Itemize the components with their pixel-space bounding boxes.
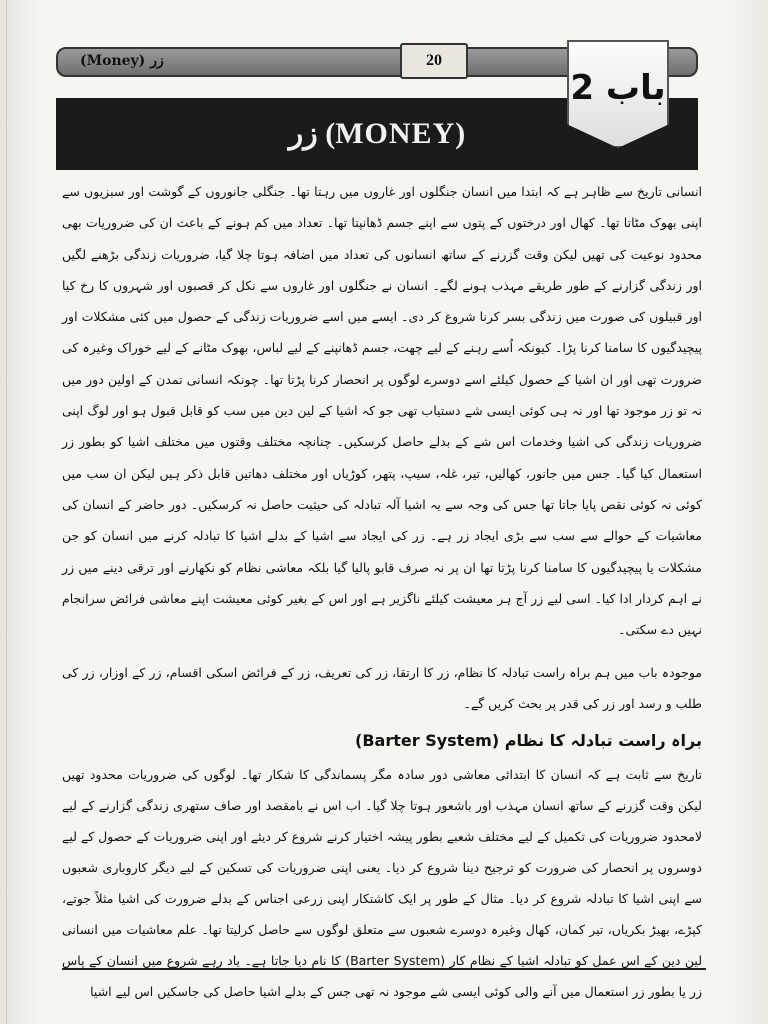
chapter-tab-label: باب 2 xyxy=(570,68,666,108)
section-heading-barter-system: براہ راست تبادلہ کا نظام (Barter System) xyxy=(355,731,702,751)
scan-edge-line xyxy=(6,0,7,1024)
chapter-body xyxy=(62,176,702,1007)
chapter-title: زر (MONEY) xyxy=(288,117,466,150)
paragraph-intro: انسانی تاریخ سے ظاہر ہے کہ ابتدا میں انسان جنگلوں اور غاروں میں رہتا تھا۔ جنگلی جانوروں کے گوشت اور سبزیوں سے اپنی بھوک مٹاتا تھا۔ کھال اور درختوں کے پتوں سے اپنے جسم ڈھانپتا تھا۔ تعداد میں کم ہونے کے باعث ان کی ضروریات بھی محدود نوعیت کی تھیں لیکن وقت گزرنے کے ساتھ انسانوں کی تعداد میں اضافہ ہوتا چلا گیا، ضروریات زندگی بڑھنے لگیں اور زندگی گزارنے کے طور طریقے مہذب ہونے لگے۔ انسان نے جنگلوں اور غاروں سے نکل کر قصبوں اور شہروں کا رخ کیا اور قبیلوں کی صورت میں زندگی بسر کرنا شروع کر دی۔ ایسے میں اسے ضروریات زندگی کے حصول میں کئی مشکلات اور پیچیدگیوں کا سامنا کرنا پڑا۔ کیونکہ اُسے رہنے کے لیے چھت، جسم ڈھانپنے کے لیے لباس، بھوک مٹانے کے لیے خوراک وغیرہ کی ضرورت تھی اور ان اشیا کے حصول کیلئے اسے دوسرے لوگوں پر انحصار کرنا پڑتا تھا۔ چونکہ انسانی تمدن کے اولین دور میں نہ تو زر موجود تھا اور نہ ہی کوئی ایسی شے دستیاب تھی جو کہ اشیا کے لین دین میں سب کو قابل قبول ہو اور لوگ اپنی ضروریات زندگی کی اشیا وخدمات اس شے کے بدلے حاصل کرسکیں۔ چنانچہ مختلف وقتوں میں مختلف اشیا کو بطور زر استعمال کیا گیا۔ جس میں جانور، کھالیں، تیر، غلہ، سیپ، پتھر، کوڑیاں اور مختلف دھاتیں قابل ذکر ہیں لیکن ان سب میں کوئی نہ کوئی نقص پایا جاتا تھا جس کی وجہ سے یہ اشیا آلہ تبادلہ کی حیثیت حاصل نہ کرسکیں۔ دور حاضر کے انسان کی معاشیات کے حوالے سے سب سے بڑی ایجاد زر ہے۔ زر کی ایجاد سے اشیا کے بدلے اشیا کا تبادلہ کرنے میں انسان کو جن مشکلات یا پیچیدگیوں کا سامنا کرنا پڑتا تھا ان پر نہ صرف قابو پالیا گیا بلکہ معاشی نظام کو نکھارنے اور ترقی دینے میں زر نے اہم کردار ادا کیا۔ اسی لیے زر آج ہر معیشت کیلئے ناگزیر ہے اور اس کے بغیر کوئی معیشت اپنے معاشی فرائض سرانجام نہیں دے سکتی۔ xyxy=(62,184,702,638)
paragraph-barter-system: تاریخ سے ثابت ہے کہ انسان کا ابتدائی معاشی دور سادہ مگر پسماندگی کا شکار تھا۔ لوگوں کی ضروریات محدود تھیں لیکن وقت گزرنے کے ساتھ انسان مہذب اور باشعور ہوتا چلا گیا۔ اب اس نے بامقصد اور صاف ستھری زندگی گزارنے کے لیے لامحدود ضروریات کی تکمیل کے لیے مختلف شعبے بطور پیشہ اختیار کرنے شروع کر دیئے اور اپنی ضروریات کے حصول کے لیے دوسروں پر انحصار کی ضرورت کو ترجیح دینا شروع کر دیا۔ یعنی اپنی ضروریات کی تسکین کے لیے دیگر کاروباری شعبوں سے اپنی اشیا کا تبادلہ شروع کر دیا۔ مثال کے طور پر ایک کاشتکار اپنی زرعی اجناس کے بدلے ضرورت کی اشیا مثلاً جوتے، کپڑے، بھیڑ بکریاں، تیر کمان، کھال وغیرہ دوسرے شعبوں سے متعلق لوگوں سے حاصل کرلیتا تھا۔ علم معاشیات میں انسانی لین دین کے اس عمل کو تبادلہ اشیا کے نظام کار (Barter System) کا نام دیا جاتا ہے۔ یاد رہے شروع میں انسان کے پاس زر یا بطور زر استعمال میں آنے والی کوئی ایسی شے موجود نہ تھی جس کے بدلے اشیا حاصل کی جاسکیں اس لیے اشیا xyxy=(62,767,703,1000)
page-number: 20 xyxy=(400,43,468,79)
bottom-rule xyxy=(62,968,706,970)
paragraph-chapter-outline: موجودہ باب میں ہم براہ راست تبادلہ کا نظام، زر کا ارتقا، زر کی تعریف، زر کے فرائض اسکی اقسام، زر کے اوزار، زر کی طلب و رسد اور زر کی قدر پر بحث کریں گے۔ xyxy=(62,665,702,712)
running-header-title: (Money) زر xyxy=(80,53,164,69)
